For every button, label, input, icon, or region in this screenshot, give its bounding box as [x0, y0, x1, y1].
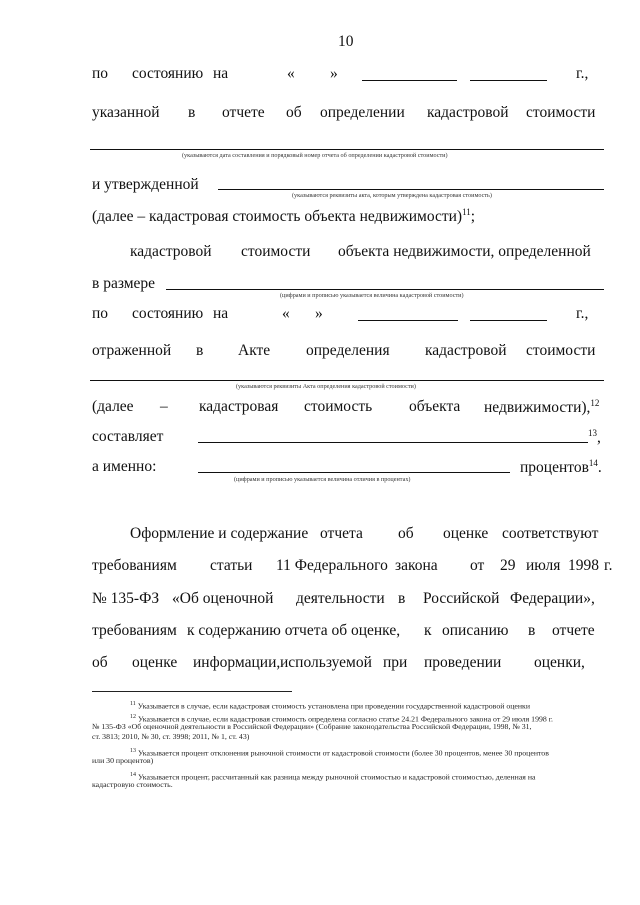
word: оценки, — [534, 654, 585, 671]
word: об — [92, 654, 108, 671]
footnote-14-line2: кадастровую стоимость. — [92, 780, 173, 789]
word: деятельности — [296, 590, 385, 607]
field-caption: (указываются дата составления и порядковый номер отчета об определении кадастровой стоимости) — [182, 152, 448, 159]
word: оценке — [443, 525, 489, 542]
word: стоимость — [304, 398, 373, 415]
word: при — [383, 654, 408, 671]
field-caption: (указываются реквизиты Акта определения кадастровой стоимости) — [236, 383, 416, 390]
quote-open: « — [282, 305, 290, 322]
word: Российской — [423, 590, 500, 607]
word: информации, — [193, 654, 281, 671]
footnote-12-line3: ст. 3813; 2010, № 30, ст. 3998; 2011, № 1, ст. 43) — [92, 732, 250, 741]
blank-cadastral-value — [166, 289, 604, 290]
field-caption: (указываются реквизиты акта, которым утверждена кадастровая стоимость) — [292, 192, 492, 199]
footnote-13-line2: или 30 процентов) — [92, 756, 154, 765]
word: Акте — [238, 342, 271, 359]
blank-difference — [198, 442, 588, 443]
word: состоянию — [132, 65, 204, 82]
word: по — [92, 305, 109, 322]
word: № 135-ФЗ — [92, 590, 160, 607]
blank-month — [362, 80, 457, 81]
word: определения — [306, 342, 390, 359]
word: и утвержденной — [92, 176, 199, 193]
word: а именно: — [92, 458, 157, 475]
word: объекта — [409, 398, 461, 415]
word: об — [286, 104, 302, 121]
word: используемой — [280, 654, 372, 671]
word: стоимости — [241, 243, 311, 260]
word: г., — [576, 65, 589, 82]
word: состоянию — [132, 305, 204, 322]
word: г., — [576, 305, 589, 322]
word: к содержанию отчета об оценке, — [187, 622, 401, 639]
word: определении — [320, 104, 405, 121]
word: отчета — [320, 525, 363, 542]
word: – — [160, 398, 168, 415]
word: кадастровой — [130, 243, 212, 260]
word: в — [528, 622, 536, 639]
word: на — [213, 65, 229, 82]
word: кадастровой — [427, 104, 509, 121]
field-caption: (цифрами и прописью указывается величина отличия в процентах) — [234, 476, 411, 483]
word: требованиям — [92, 622, 177, 639]
footnote-12: $^{12}$ Указывается в случае, если кадастровая стоимость определена согласно статье 24.21 Федерального закона от 29 июля 1998 г. — [130, 714, 553, 724]
word: отчете — [552, 622, 595, 639]
word: на — [213, 305, 229, 322]
word: кадастровая — [199, 398, 279, 415]
blank-percent — [198, 472, 510, 473]
word: об — [398, 525, 414, 542]
word: «Об оценочной — [172, 590, 274, 607]
word: стоимости — [526, 342, 596, 359]
field-caption: (цифрами и прописью указывается величина кадастровой стоимости) — [280, 292, 464, 299]
word: составляет — [92, 428, 164, 445]
blank-year — [470, 80, 547, 81]
footnote-13: $^{13}$ Указывается процент отклонения рыночной стоимости от кадастровой стоимости (более 30 процентов, менее 30 процентов — [130, 748, 549, 758]
word: соответствуют — [502, 525, 599, 542]
word: кадастровой — [425, 342, 507, 359]
footnote-14: $^{14}$ Указывается процент, рассчитанный как разница между рыночной стоимостью и кадастровой стоимостью, деленная на — [130, 772, 536, 782]
word: статьи — [210, 557, 253, 574]
word: недвижимости),$^{12}$ — [484, 398, 600, 417]
blank-report-details — [90, 149, 604, 150]
word: оценке — [132, 654, 178, 671]
word: в — [196, 342, 204, 359]
word: от — [470, 557, 485, 574]
word: требованиям — [92, 557, 177, 574]
footnote-separator — [92, 691, 292, 692]
text-line: (далее – кадастровая стоимость объекта недвижимости)$^{11}$; — [92, 207, 476, 226]
word: к — [424, 622, 432, 639]
word: объекта недвижимости, определенной — [338, 243, 591, 260]
word: (далее — [92, 398, 134, 415]
word: по — [92, 65, 109, 82]
word: отчете — [222, 104, 265, 121]
word: закона — [395, 557, 438, 574]
word: отраженной — [92, 342, 172, 359]
blank-act-details — [218, 189, 604, 190]
word: Федерации», — [510, 590, 595, 607]
blank-year — [470, 320, 547, 321]
text-line: процентов$^{14}$. — [520, 458, 602, 477]
page-number: 10 — [338, 33, 354, 50]
blank-month — [358, 320, 458, 321]
word: стоимости — [526, 104, 596, 121]
quote-open: « — [287, 65, 295, 82]
quote-close: » — [315, 305, 323, 322]
word: Оформление и содержание — [130, 525, 309, 542]
word: г. — [604, 557, 613, 574]
footnote-12-line2: № 135-ФЗ «Об оценочной деятельности в Российской Федерации» (Собрание законодательства Российской Федерации, 1998, № 31, — [92, 722, 532, 731]
word: в размере — [92, 275, 156, 292]
word: 1998 — [568, 557, 599, 574]
word: в — [188, 104, 196, 121]
word: 11 Федерального — [276, 557, 388, 574]
word: 29 — [500, 557, 516, 574]
blank-act-of-determination — [90, 380, 604, 381]
quote-close: » — [330, 65, 338, 82]
footnote-11: $^{11}$ Указывается в случае, если кадастровая стоимость установлена при проведении государственной кадастровой оценки — [130, 701, 530, 711]
word: проведении — [424, 654, 502, 671]
word: июля — [526, 557, 561, 574]
text-line: $^{13}$, — [588, 428, 601, 447]
word: описанию — [442, 622, 509, 639]
word: указанной — [92, 104, 160, 121]
word: в — [398, 590, 406, 607]
